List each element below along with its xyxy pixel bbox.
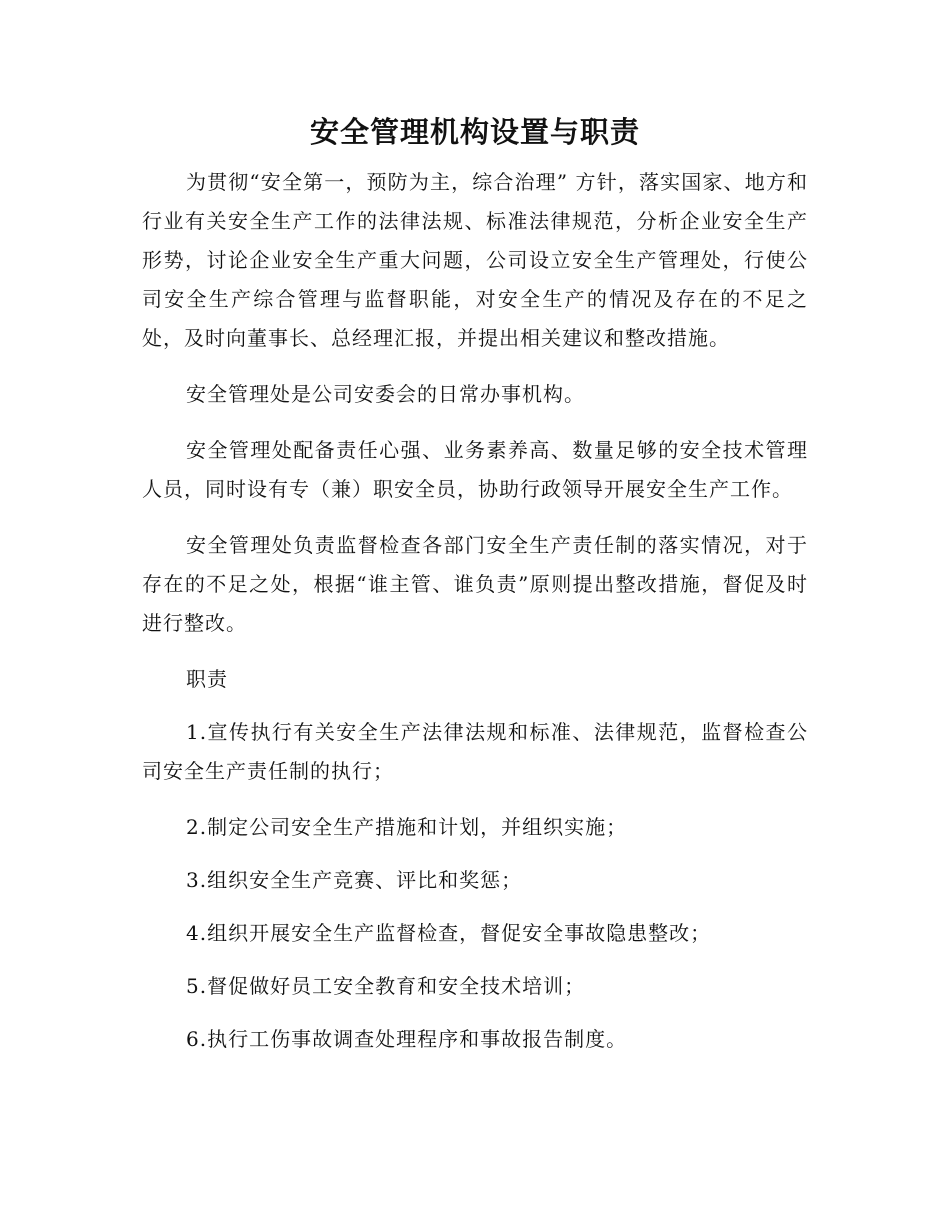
paragraph-staffing: 安全管理处配备责任心强、业务素养高、数量足够的安全技术管理人员，同时设有专（兼）职安全员，协助行政领导开展安全生产工作。 [142, 438, 808, 501]
duty-item-5: 5.督促做好员工安全教育和安全技术培训； [186, 974, 586, 998]
duty-item-3: 3.组织安全生产竞赛、评比和奖惩； [186, 868, 523, 892]
document-title: 安全管理机构设置与职责 [309, 115, 640, 149]
paragraph-supervision: 安全管理处负责监督检查各部门安全生产责任制的落实情况，对于存在的不足之处，根据“谁主管、谁负责”原则提出整改措施，督促及时进行整改。 [142, 533, 808, 635]
duty-item-1: 1.宣传执行有关安全生产法律法规和标准、法律规范，监督检查公司安全生产责任制的执行； [142, 720, 808, 783]
section-heading-duties: 职责 [186, 667, 228, 691]
paragraph-intro: 为贯彻“安全第一，预防为主，综合治理” 方针，落实国家、地方和行业有关安全生产工作的法律法规、标准法律规范，分析企业安全生产形势，讨论企业安全生产重大问题，公司设立安全生产管理处，行使公司安全生产综合管理与监督职能，对安全生产的情况及存在的不足之处，及时向董事长、总经理汇报，并提出相关建议和整改措施。 [142, 170, 808, 350]
duty-item-4: 4.组织开展安全生产监督检查，督促安全事故隐患整改； [186, 921, 712, 945]
duty-item-2: 2.制定公司安全生产措施和计划，并组织实施； [186, 815, 628, 839]
paragraph-office-role: 安全管理处是公司安委会的日常办事机构。 [186, 382, 585, 406]
duty-item-6: 6.执行工伤事故调查处理程序和事故报告制度。 [186, 1027, 628, 1051]
document-body [142, 163, 808, 1073]
